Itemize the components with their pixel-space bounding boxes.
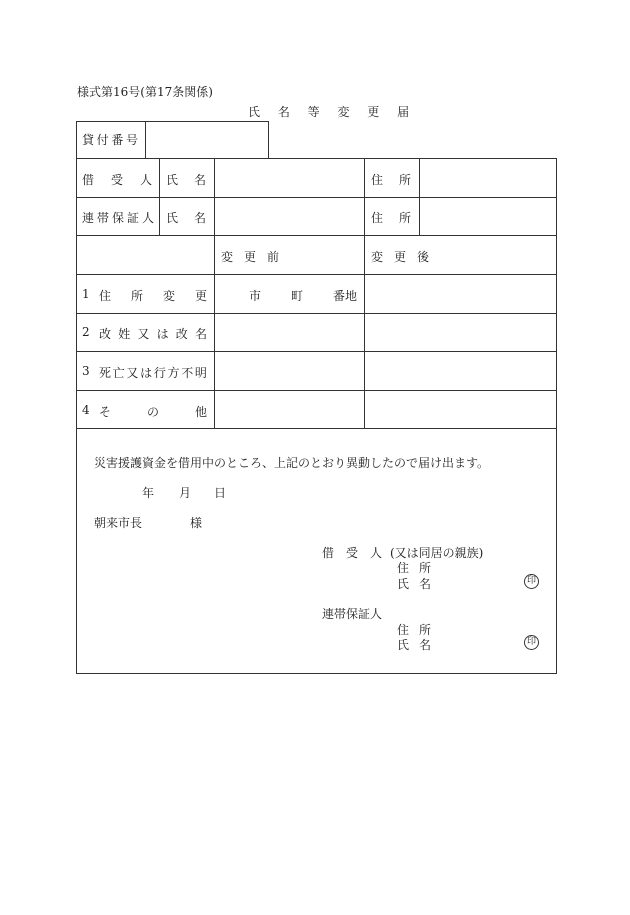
- label-char: 帯: [96, 211, 109, 225]
- label-char: 所: [398, 173, 411, 187]
- sig-guarantor-label: 連帯保証人: [322, 607, 383, 621]
- addressee-honorific: 様: [190, 516, 203, 530]
- guarantor-label: [82, 209, 154, 226]
- loan-number-label: [82, 131, 138, 148]
- death-before-field[interactable]: [216, 352, 363, 389]
- label-char: 前: [266, 250, 279, 264]
- label-char: 住: [99, 289, 112, 303]
- before-header: [221, 248, 279, 265]
- label-char: 住: [371, 211, 384, 225]
- town-label: 町: [291, 289, 304, 303]
- sig-guarantor-name-label: [397, 636, 431, 653]
- label-char: 住: [371, 173, 384, 187]
- label-char: 変: [221, 250, 234, 264]
- change-label-death: [99, 364, 207, 381]
- label-char: 借: [82, 173, 95, 187]
- label-char: 人: [139, 173, 152, 187]
- change-num-3: 3: [82, 364, 90, 378]
- label-char: は: [140, 366, 153, 380]
- label-char: 改: [175, 327, 188, 341]
- sig-borrower-label: [322, 544, 382, 561]
- label-char: 住: [397, 561, 410, 575]
- label-char: 受: [345, 546, 358, 560]
- borrower-address-label: [371, 171, 411, 188]
- label-char: 借: [322, 546, 335, 560]
- label-char: 所: [418, 623, 431, 637]
- label-char: 氏: [166, 211, 179, 225]
- borrower-name-label: [166, 171, 206, 188]
- label-char: 連: [82, 211, 95, 225]
- label-char: 変: [162, 289, 175, 303]
- name-before-field[interactable]: [216, 314, 363, 350]
- guarantor-address-label: [371, 209, 411, 226]
- label-char: 所: [130, 289, 143, 303]
- sig-borrower-address-label: [397, 559, 431, 576]
- change-label-name: [99, 325, 207, 342]
- label-char: 又: [137, 327, 150, 341]
- guarantor-name-label: [166, 209, 206, 226]
- label-char: 不: [181, 366, 194, 380]
- change-label-address: [99, 287, 207, 304]
- page-title: 氏 名 等 変 更 届: [248, 105, 417, 119]
- seal-icon: 印: [524, 574, 539, 589]
- death-after-field[interactable]: [366, 352, 555, 389]
- table-rule: [159, 158, 160, 235]
- label-char: 人: [141, 211, 154, 225]
- change-label-other: [99, 403, 207, 420]
- borrower-label: [82, 171, 152, 188]
- borrower-name-field[interactable]: [216, 159, 363, 196]
- label-char: 後: [416, 250, 429, 264]
- label-char: 姓: [118, 327, 131, 341]
- label-char: 又: [126, 366, 139, 380]
- label-char: 貸: [82, 133, 95, 147]
- label-char: 氏: [166, 173, 179, 187]
- addressee-mayor: 朝来市長: [94, 516, 143, 530]
- sig-borrower-name-label: [397, 575, 431, 592]
- label-char: 名: [193, 173, 206, 187]
- label-char: 付: [96, 133, 109, 147]
- table-rule: [364, 158, 365, 429]
- declaration-statement: 災害援護資金を借用中のところ、上記のとおり異動したので届け出ます。: [94, 456, 490, 470]
- borrower-address-field[interactable]: [421, 159, 555, 196]
- label-char: 亡: [112, 366, 125, 380]
- label-char: 所: [418, 561, 431, 575]
- label-char: 名: [194, 327, 207, 341]
- label-char: 氏: [397, 638, 410, 652]
- seal-icon: 印: [524, 635, 539, 650]
- label-char: 氏: [397, 577, 410, 591]
- label-char: 住: [397, 623, 410, 637]
- guarantor-name-field[interactable]: [216, 198, 363, 234]
- label-char: 番: [111, 133, 124, 147]
- change-num-1: 1: [82, 287, 90, 301]
- label-char: 明: [194, 366, 207, 380]
- label-char: 行: [153, 366, 166, 380]
- label-char: 号: [125, 133, 138, 147]
- date-year: 年: [142, 486, 155, 500]
- after-header: [371, 248, 429, 265]
- other-before-field[interactable]: [216, 391, 363, 428]
- label-char: 名: [193, 211, 206, 225]
- table-rule: [419, 158, 420, 235]
- change-num-2: 2: [82, 325, 90, 339]
- label-char: 更: [194, 289, 207, 303]
- lot-number-label: 番地: [333, 289, 358, 303]
- label-char: 方: [167, 366, 180, 380]
- label-char: 所: [398, 211, 411, 225]
- label-char: 改: [99, 327, 112, 341]
- label-char: 人: [369, 546, 382, 560]
- address-after-field[interactable]: [366, 275, 555, 312]
- other-after-field[interactable]: [366, 391, 555, 428]
- label-char: 死: [99, 366, 112, 380]
- change-num-4: 4: [82, 403, 90, 417]
- label-char: 更: [243, 250, 256, 264]
- label-char: は: [156, 327, 169, 341]
- date-day: 日: [214, 486, 227, 500]
- table-rule: [76, 235, 557, 236]
- name-after-field[interactable]: [366, 314, 555, 350]
- form-number: 様式第16号(第17条関係): [77, 85, 213, 99]
- label-char: 変: [371, 250, 384, 264]
- label-char: 名: [418, 638, 431, 652]
- loan-number-divider: [145, 121, 146, 159]
- label-char: 保: [111, 211, 124, 225]
- date-month: 月: [179, 486, 192, 500]
- label-char: 名: [418, 577, 431, 591]
- label-char: 証: [126, 211, 139, 225]
- table-rule: [214, 158, 215, 429]
- sig-borrower-note: (又は同居の親族): [390, 546, 484, 560]
- label-char: そ: [99, 405, 112, 419]
- guarantor-address-field[interactable]: [421, 198, 555, 234]
- label-char: 更: [393, 250, 406, 264]
- label-char: の: [146, 405, 159, 419]
- label-char: 他: [194, 405, 207, 419]
- city-label: 市: [249, 289, 262, 303]
- label-char: 受: [110, 173, 123, 187]
